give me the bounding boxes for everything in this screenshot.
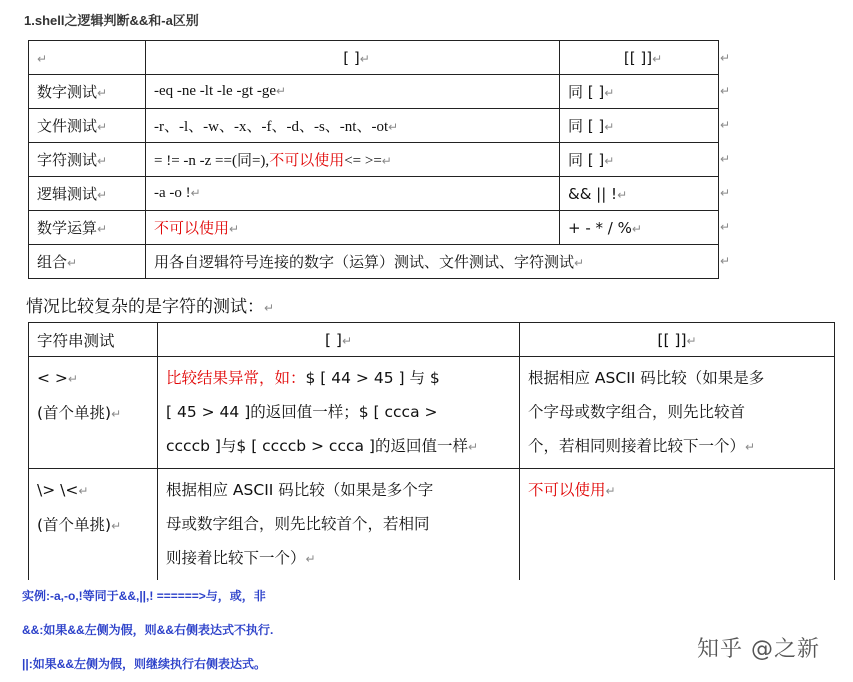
- table-row: [29, 41, 719, 75]
- double-bracket-cell: && || !↵: [560, 177, 719, 211]
- row-label: 数学运算↵: [29, 211, 146, 245]
- subheading: 情况比较复杂的是字符的测试：↵: [26, 297, 275, 317]
- row-label: < >↵ (首个单挑)↵: [29, 357, 158, 469]
- section-heading: 1.shell之逻辑判断&&和-a区别: [24, 13, 199, 28]
- warning-text: 不可以使用: [269, 153, 345, 169]
- watermark: 知乎 @之新: [697, 637, 820, 662]
- return-mark: ↵: [720, 51, 731, 65]
- operators-cell: = != -n -z ==(同=),不可以使用<= >=↵: [146, 143, 560, 177]
- table-header-cell: [[ ]]↵: [560, 41, 719, 75]
- operators-cell: 不可以使用↵: [146, 211, 560, 245]
- warning-text: 比较结果异常，如：: [166, 369, 306, 387]
- return-mark: ↵: [720, 220, 731, 234]
- return-mark: ↵: [720, 254, 731, 268]
- operators-cell: -eq -ne -lt -le -gt -ge↵: [146, 75, 560, 109]
- table-row: [29, 357, 835, 469]
- table-row: [29, 211, 719, 245]
- return-mark: ↵: [720, 152, 731, 166]
- table-row: [29, 109, 719, 143]
- table-row: [29, 245, 719, 279]
- warning-text: 不可以使用: [154, 219, 230, 237]
- table-row: [29, 323, 835, 357]
- double-bracket-cell: 根据相应 ASCII 码比较（如果是多 个字母或数字组合，则先比较首 个，若相同则接着比较下一个）↵: [520, 357, 835, 469]
- row-label: 组合↵: [29, 245, 146, 279]
- table-row: [29, 143, 719, 177]
- table-row: [29, 177, 719, 211]
- double-bracket-cell: 同 [ ]↵: [560, 109, 719, 143]
- warning-text: 不可以使用: [528, 481, 606, 499]
- table-header-cell: 字符串测试: [29, 323, 158, 357]
- operators-cell: -a -o !↵: [146, 177, 560, 211]
- single-bracket-cell: 比较结果异常，如：$ [ 44 > 45 ] 与 $ [ 45 > 44 ]的返回值一样；$ [ ccca > ccccb ]与$ [ ccccb > ccca ]的返回值一样↵: [158, 357, 520, 469]
- note-line: ||:如果&&左侧为假，则继续执行右侧表达式。: [22, 657, 267, 671]
- table-header-cell: [ ]↵: [158, 323, 520, 357]
- row-label: 字符测试↵: [29, 143, 146, 177]
- row-label: 文件测试↵: [29, 109, 146, 143]
- row-label: 数字测试↵: [29, 75, 146, 109]
- row-label: \> \<↵ (首个单挑)↵: [29, 469, 158, 581]
- operators-cell: -r、-l、-w、-x、-f、-d、-s、-nt、-ot↵: [146, 109, 560, 143]
- table-row: [29, 75, 719, 109]
- table-row: [29, 469, 835, 581]
- return-mark: ↵: [720, 118, 731, 132]
- string-test-table: [28, 322, 835, 580]
- double-bracket-cell: 同 [ ]↵: [560, 143, 719, 177]
- row-label: 逻辑测试↵: [29, 177, 146, 211]
- table-header-cell: ↵: [29, 41, 146, 75]
- table-header-cell: [[ ]]↵: [520, 323, 835, 357]
- table-header-cell: [ ]↵: [146, 41, 560, 75]
- combined-cell: 用各自逻辑符号连接的数字（运算）测试、文件测试、字符测试↵: [146, 245, 719, 279]
- double-bracket-cell: + - * / %↵: [560, 211, 719, 245]
- double-bracket-cell: 同 [ ]↵: [560, 75, 719, 109]
- double-bracket-cell: 不可以使用↵: [520, 469, 835, 581]
- return-mark: ↵: [720, 186, 731, 200]
- logic-operator-table: [28, 40, 719, 279]
- return-mark: ↵: [720, 84, 731, 98]
- note-line: 实例:-a,-o,!等同于&&,||,! ======>与，或，非: [22, 589, 266, 603]
- note-line: &&:如果&&左侧为假，则&&右侧表达式不执行.: [22, 623, 274, 637]
- single-bracket-cell: 根据相应 ASCII 码比较（如果是多个字 母或数字组合，则先比较首个，若相同 则接着比较下一个）↵: [158, 469, 520, 581]
